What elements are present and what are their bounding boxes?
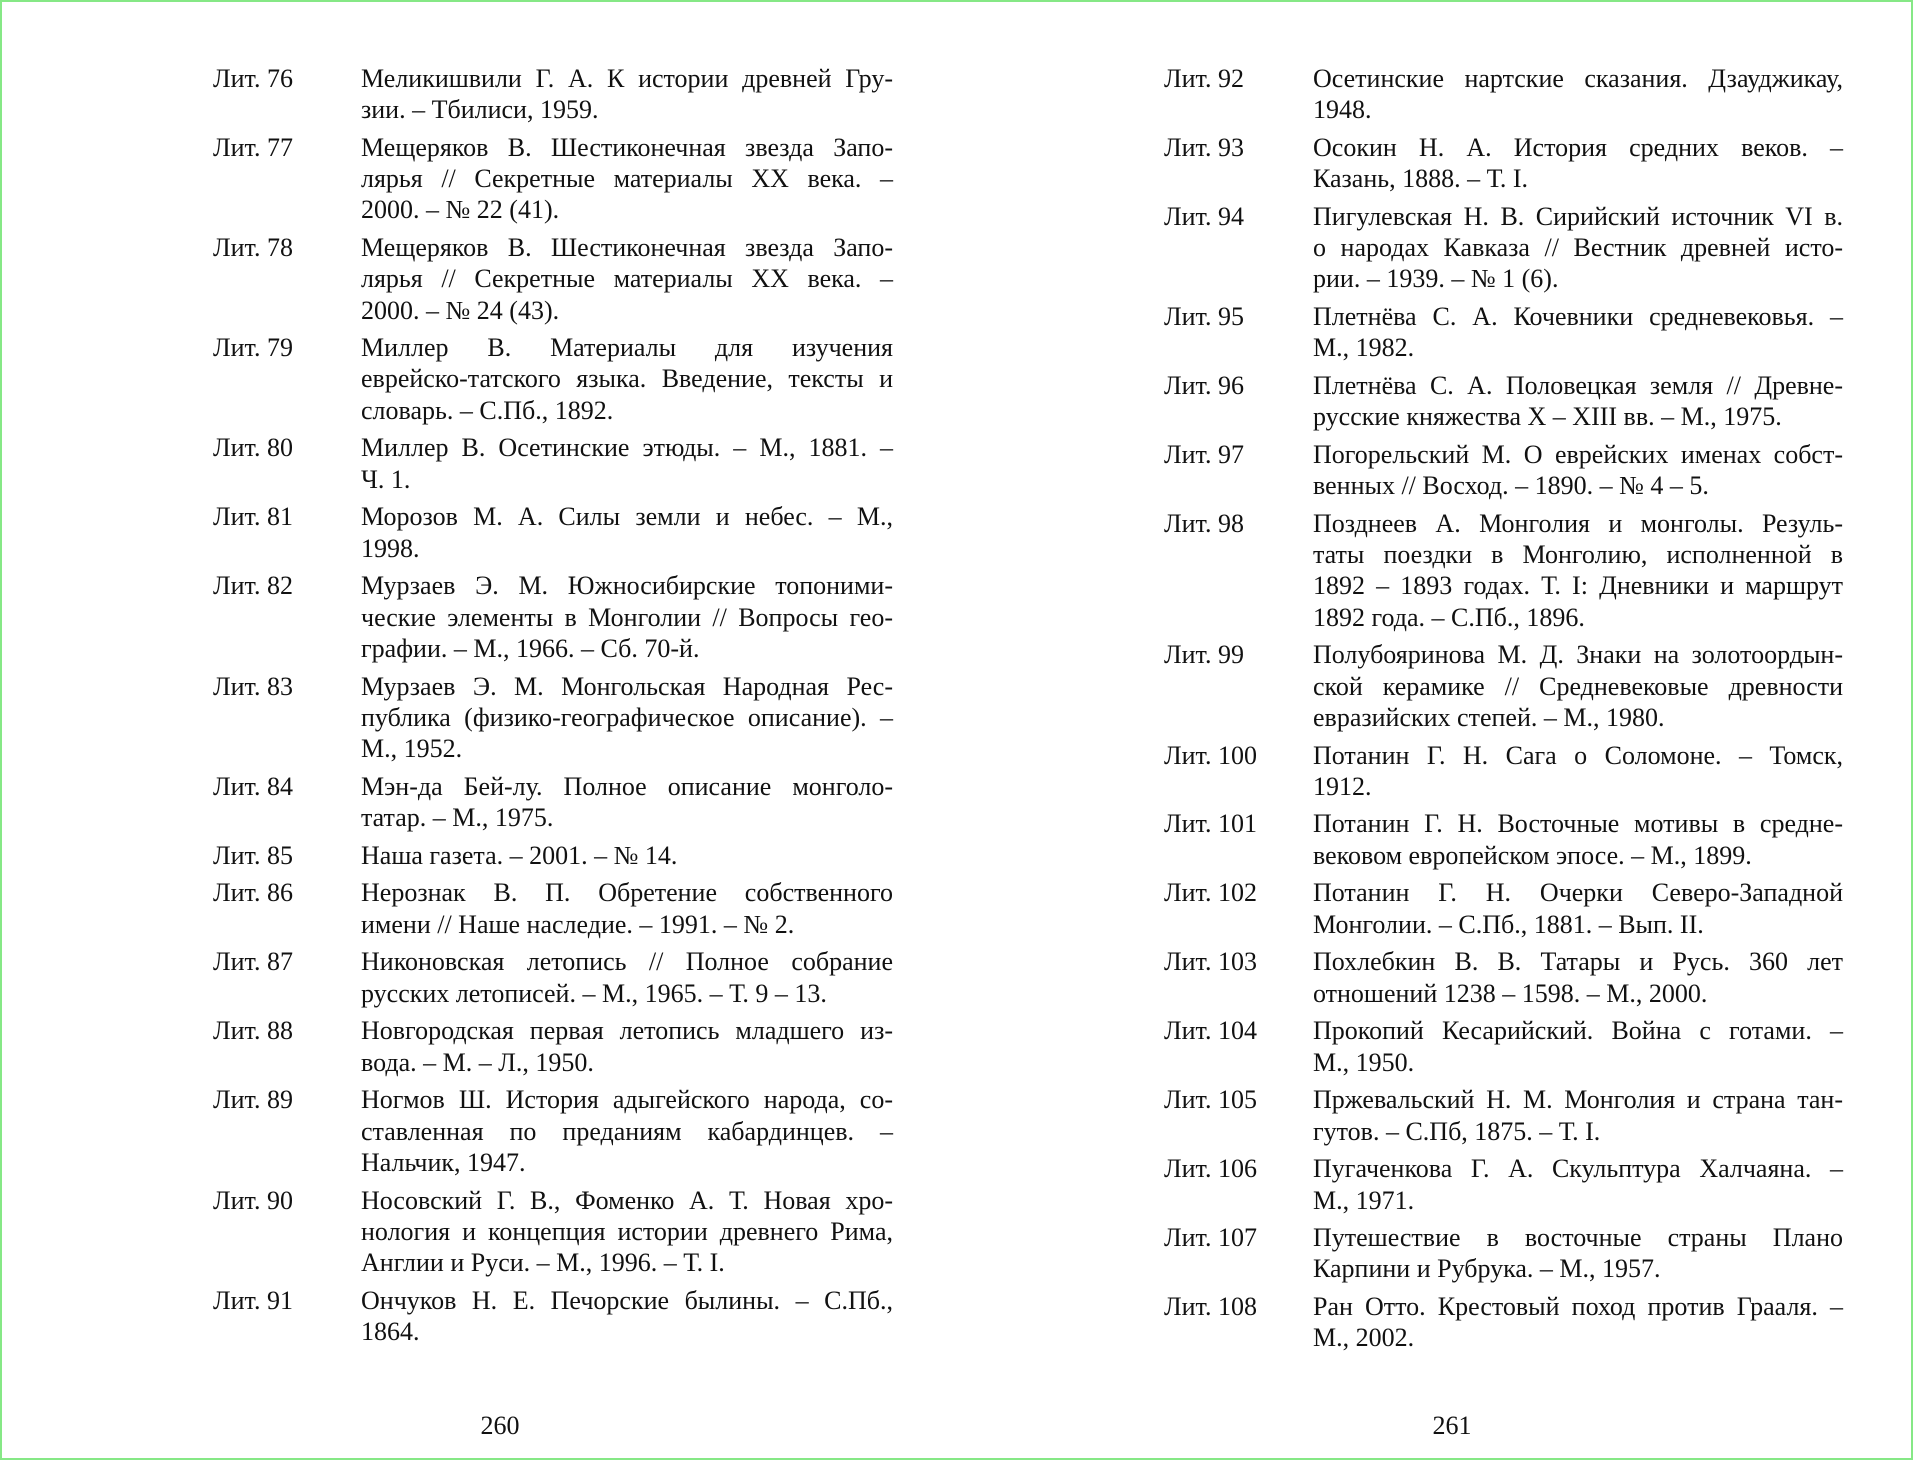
bibliography-entry [1164,508,1843,633]
entry-text-line: публика (физико-географическое описание). – [361,702,893,732]
entry-label: Лит. 84 [213,771,293,801]
entry-text [361,232,893,326]
entry-label: Лит. 76 [213,64,293,93]
entry-label: Лит. 91 [213,1285,293,1315]
entry-text [361,570,893,664]
entry-text [361,432,893,494]
entry-text-line: Мещеряков В. Шестиконечная звезда Запо- [361,233,893,263]
entry-text-line: графии. – М., 1966. – Сб. 70-й. [361,633,700,663]
bibliography-entry [1164,808,1843,870]
entry-text-line: Казань, 1888. – Т. I. [1313,164,1529,194]
entry-text-line: гутов. – С.Пб, 1875. – Т. I. [1313,1116,1601,1146]
entry-text-line: 1912. [1313,771,1372,801]
entry-text [361,771,893,833]
bibliography-entry [1164,1084,1843,1146]
entry-label: Лит. 86 [213,878,293,908]
entry-label: Лит. 83 [213,671,293,701]
entry-text-line: 1948. [1313,95,1372,125]
entry-text-line: Потанин Г. Н. Восточные мотивы в средне- [1313,809,1843,839]
entry-text [361,132,893,226]
entry-text-line: Миллер В. Осетинские этюды. – М., 1881. – [361,433,893,463]
bibliography-entry [213,1185,893,1279]
entry-text-line: Потанин Г. Н. Очерки Северо-Западной [1313,878,1843,908]
entry-text [1313,877,1843,939]
entry-text-line: 2000. – № 24 (43). [361,295,560,325]
entry-label: Лит. 87 [213,947,293,977]
entry-text-line: М., 1982. [1313,333,1415,363]
entry-text [1313,1084,1843,1146]
bibliography-entry [213,1285,893,1347]
entry-text-line: вода. – М. – Л., 1950. [361,1047,594,1077]
bibliography-entry [1164,877,1843,939]
bibliography-entry [213,63,893,125]
entry-label: Лит. 99 [1164,640,1244,670]
entry-label: Лит. 82 [213,571,293,601]
entry-label: Лит. 88 [213,1016,293,1046]
entry-text-line: Монголии. – С.Пб., 1881. – Вып. II. [1313,909,1704,939]
entry-text [361,877,893,939]
bibliography-entry [1164,132,1843,194]
bibliography-entry [1164,63,1843,125]
entry-text-line: лярья // Секретные материалы XX века. – [361,264,893,294]
entry-text [1313,1222,1843,1284]
bibliography-entry [213,1015,893,1077]
entry-label: Лит. 90 [213,1185,293,1215]
entry-text-line: ческие элементы в Монголии // Вопросы гео- [361,602,893,632]
entry-label: Лит. 77 [213,132,293,162]
bibliography-entry [1164,439,1843,501]
entry-text [1313,1291,1843,1353]
bibliography-column-left [213,63,893,1354]
entry-label: Лит. 103 [1164,947,1257,977]
entry-text-line: Наша газета. – 2001. – № 14. [361,840,678,870]
entry-label: Лит. 85 [213,840,293,870]
entry-text-line: о народах Кавказа // Вестник древней исто- [1313,233,1843,263]
bibliography-entry [1164,1153,1843,1215]
bibliography-entry [213,432,893,494]
entry-label: Лит. 95 [1164,302,1244,332]
bibliography-entry [1164,201,1843,295]
entry-text-line: Позднеев А. Монголия и монголы. Резуль- [1313,509,1843,538]
entry-text-line: Осетинские нартские сказания. Дзауджикау, [1313,64,1843,93]
entry-text-line: Меликишвили Г. А. К истории древней Гру- [361,64,893,93]
entry-text-line: Погорельский М. О еврейских именах собст- [1313,440,1843,470]
entry-text [1313,1153,1843,1215]
entry-text-line: Носовский Г. В., Фоменко А. Т. Новая хро- [361,1185,893,1215]
entry-text-line: Нерознак В. П. Обретение собственного [361,878,893,908]
entry-text-line: отношений 1238 – 1598. – М., 2000. [1313,978,1708,1008]
entry-text [1313,201,1843,295]
entry-label: Лит. 106 [1164,1154,1257,1184]
entry-label: Лит. 78 [213,233,293,263]
entry-text-line: рии. – 1939. – № 1 (6). [1313,264,1559,294]
entry-text-line: Полубояринова М. Д. Знаки на золотоордын- [1313,640,1843,670]
entry-text [361,671,893,765]
bibliography-entry [1164,639,1843,733]
entry-text-line: Ногмов Ш. История адыгейского народа, со- [361,1085,893,1115]
entry-label: Лит. 81 [213,502,293,532]
entry-text [1313,808,1843,870]
entry-text-line: еврейско-татского языка. Введение, тексты и [361,364,893,394]
entry-text-line: имени // Наше наследие. – 1991. – № 2. [361,909,795,939]
entry-text [1313,1015,1843,1077]
bibliography-entry [213,946,893,1008]
entry-text-line: зии. – Тбилиси, 1959. [361,95,599,125]
entry-text-line: венных // Восход. – 1890. – № 4 – 5. [1313,471,1709,501]
entry-text-line: Плетнёва С. А. Половецкая земля // Древне- [1313,371,1843,401]
entry-text-line: лярья // Секретные материалы XX века. – [361,164,893,194]
entry-text-line: русские княжества X – XIII вв. – М., 1975. [1313,402,1782,432]
entry-text-line: Мурзаев Э. М. Монгольская Народная Рес- [361,671,893,701]
entry-text-line: Мещеряков В. Шестиконечная звезда Запо- [361,132,893,162]
entry-text [361,501,893,563]
entry-text-line: Ран Отто. Крестовый поход против Грааля. – [1313,1292,1843,1322]
entry-text-line: Плетнёва С. А. Кочевники средневековья. – [1313,302,1843,332]
entry-text [1313,639,1843,733]
entry-label: Лит. 107 [1164,1223,1257,1253]
entry-text-line: 2000. – № 22 (41). [361,195,560,225]
entry-text-line: Ч. 1. [361,464,411,494]
entry-text-line: Пигулевская Н. В. Сирийский источник VI в. [1313,201,1843,231]
entry-text-line: Осокин Н. А. История средних веков. – [1313,132,1843,162]
bibliography-entry [213,570,893,664]
entry-text-line: вековом европейском эпосе. – М., 1899. [1313,840,1752,870]
entry-text [361,332,893,426]
entry-text-line: ставленная по преданиям кабардинцев. – [361,1116,893,1146]
entry-text-line: Нальчик, 1947. [361,1147,526,1177]
entry-text-line: М., 2002. [1313,1323,1415,1353]
entry-label: Лит. 80 [213,433,293,463]
bibliography-entry [213,671,893,765]
entry-text-line: 1892 года. – С.Пб., 1896. [1313,602,1585,632]
bibliography-entry [1164,1222,1843,1284]
entry-label: Лит. 94 [1164,201,1244,231]
entry-text-line: евразийских степей. – М., 1980. [1313,702,1665,732]
page-number-left: 260 [480,1411,520,1440]
entry-label: Лит. 108 [1164,1292,1257,1322]
bibliography-entry [213,840,893,871]
entry-text [361,1185,893,1279]
bibliography-entry [213,332,893,426]
entry-text-line: М., 1971. [1313,1185,1415,1215]
entry-label: Лит. 89 [213,1085,293,1115]
entry-text-line: 1998. [361,533,420,563]
entry-label: Лит. 97 [1164,440,1244,470]
entry-text-line: 1864. [361,1316,420,1346]
entry-text-line: Пугаченкова Г. А. Скульптура Халчаяна. – [1313,1154,1843,1184]
entry-text-line: Ончуков Н. Е. Печорские былины. – С.Пб., [361,1285,893,1315]
entry-text [1313,63,1843,125]
entry-label: Лит. 93 [1164,132,1244,162]
page-number-right: 261 [1432,1411,1472,1440]
entry-text [1313,508,1843,633]
entry-text [361,63,893,125]
entry-label: Лит. 102 [1164,878,1257,908]
entry-text-line: Никоновская летопись // Полное собрание [361,947,893,977]
entry-text [361,1285,893,1347]
entry-text [361,1084,893,1178]
entry-text-line: М., 1950. [1313,1047,1415,1077]
entry-text-line: русских летописей. – М., 1965. – Т. 9 – 13. [361,978,827,1008]
entry-text-line: ской керамике // Средневековые древности [1313,671,1843,701]
entry-text-line: Пржевальский Н. М. Монголия и страна тан- [1313,1085,1843,1115]
bibliography-entry [213,501,893,563]
bibliography-entry [1164,740,1843,802]
bibliography-entry [213,771,893,833]
entry-label: Лит. 105 [1164,1085,1257,1115]
entry-text-line: Морозов М. А. Силы земли и небес. – М., [361,502,893,532]
entry-text-line: нология и концепция истории древнего Рима, [361,1216,893,1246]
entry-label: Лит. 96 [1164,371,1244,401]
entry-text [1313,946,1843,1008]
entry-label: Лит. 98 [1164,509,1244,538]
bibliography-entry [213,1084,893,1178]
entry-label: Лит. 104 [1164,1016,1257,1046]
bibliography-entry [1164,1291,1843,1353]
entry-text-line: татар. – М., 1975. [361,802,554,832]
bibliography-entry [1164,301,1843,363]
entry-text-line: Похлебкин В. В. Татары и Русь. 360 лет [1313,947,1843,977]
bibliography-entry [213,232,893,326]
entry-label: Лит. 101 [1164,809,1257,839]
entry-text-line: М., 1952. [361,733,463,763]
bibliography-entry [213,877,893,939]
entry-text-line: 1892 – 1893 годах. Т. I: Дневники и маршрут [1313,571,1843,601]
bibliography-entry [1164,370,1843,432]
bibliography-column-right [1164,63,1843,1360]
entry-text-line: Прокопий Кесарийский. Война с готами. – [1313,1016,1843,1046]
entry-text-line: словарь. – С.Пб., 1892. [361,395,614,425]
entry-text-line: Мурзаев Э. М. Южносибирские топоними- [361,571,893,601]
entry-text [1313,132,1843,194]
bibliography-entry [1164,946,1843,1008]
entry-text-line: Потанин Г. Н. Сага о Соломоне. – Томск, [1313,740,1843,770]
entry-text-line: Миллер В. Материалы для изучения [361,333,893,363]
entry-text [1313,439,1843,501]
entry-text [361,840,893,871]
entry-text-line: Новгородская первая летопись младшего из- [361,1016,893,1046]
bibliography-entry [213,132,893,226]
entry-text [1313,370,1843,432]
entry-text-line: таты поездки в Монголию, исполненной в [1313,540,1843,570]
entry-text [361,1015,893,1077]
entry-label: Лит. 79 [213,333,293,363]
entry-label: Лит. 100 [1164,740,1257,770]
entry-text-line: Путешествие в восточные страны Плано [1313,1223,1843,1253]
entry-text [361,946,893,1008]
entry-text [1313,301,1843,363]
entry-text-line: Англии и Руси. – М., 1996. – Т. I. [361,1247,725,1277]
entry-label: Лит. 92 [1164,64,1244,93]
entry-text-line: Карпини и Рубрука. – М., 1957. [1313,1254,1661,1284]
entry-text-line: Мэн-да Бей-лу. Полное описание монголо- [361,771,893,801]
entry-text [1313,740,1843,802]
bibliography-entry [1164,1015,1843,1077]
